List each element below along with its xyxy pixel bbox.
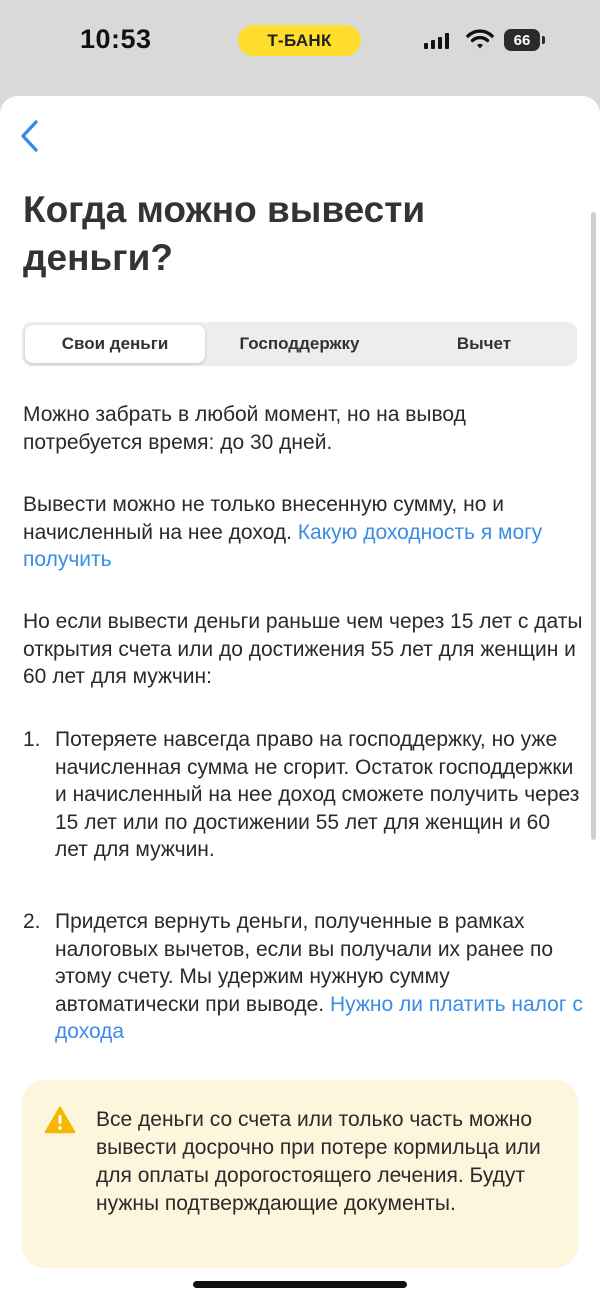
paragraph-withdraw-income (23, 491, 583, 574)
status-bar (0, 0, 600, 90)
list-text-body: Придется вернуть деньги, полученные в рамках налоговых вычетов, если вы получали их ранее по этому счету. Мы удержим нужную сумму автоматически при выводе. (55, 910, 554, 1016)
paragraph-text: Вывести можно не только внесенную сумму, но и начисленный на нее доход. (23, 493, 504, 544)
battery-icon: 66 (504, 29, 540, 51)
warning-text: Все деньги со счета или только часть можно вывести досрочно при потере кормильца или для оплаты дорогостоящего лечения. Будут нужны подтверждающие документы. (96, 1108, 541, 1215)
list-text: Потеряете навсегда право на господдержку, но уже начисленная сумма не сгорит. Остаток господдержки и начисленный на нее доход сможете получить через 15 лет или по достижении 55 лет для женщин и 60 лет для мужчин. (55, 728, 580, 861)
warning-card (22, 1080, 578, 1268)
wifi-icon (466, 28, 494, 50)
tab-state-support[interactable]: Господдержку (239, 334, 360, 353)
tab-own-money[interactable]: Свои деньги (25, 325, 205, 363)
yield-link[interactable]: Какую доходность я могу получить (23, 520, 543, 571)
tax-link[interactable]: Нужно ли платить налог с дохода (55, 992, 583, 1043)
tab-tax-deduction[interactable]: Вычет (456, 334, 512, 353)
list-number: 2. (23, 910, 41, 933)
paragraph-withdraw-anytime: Можно забрать в любой момент, но на вывод потребуется время: до 30 дней. (23, 403, 466, 454)
home-indicator[interactable] (193, 1281, 407, 1288)
list-number: 1. (23, 728, 41, 751)
paragraph-early-withdrawal: Но если вывести деньги раньше чем через 15 лет с даты открытия счета или до достижения 55 лет для женщин и 60 лет для мужчин: (23, 610, 583, 688)
scroll-indicator[interactable] (591, 212, 596, 840)
segmented-control (22, 322, 577, 366)
status-time: 10:53 (80, 24, 152, 54)
list-text (55, 908, 583, 1046)
back-button[interactable] (10, 116, 50, 156)
warning-triangle-icon (44, 1106, 76, 1134)
content-sheet (0, 96, 600, 1300)
page-title: Когда можно вывести деньги? (23, 189, 426, 278)
battery-tip (542, 36, 545, 44)
chevron-left-icon (19, 119, 41, 153)
cellular-signal-icon (424, 33, 449, 49)
bank-badge: Т-БАНК (238, 25, 361, 56)
